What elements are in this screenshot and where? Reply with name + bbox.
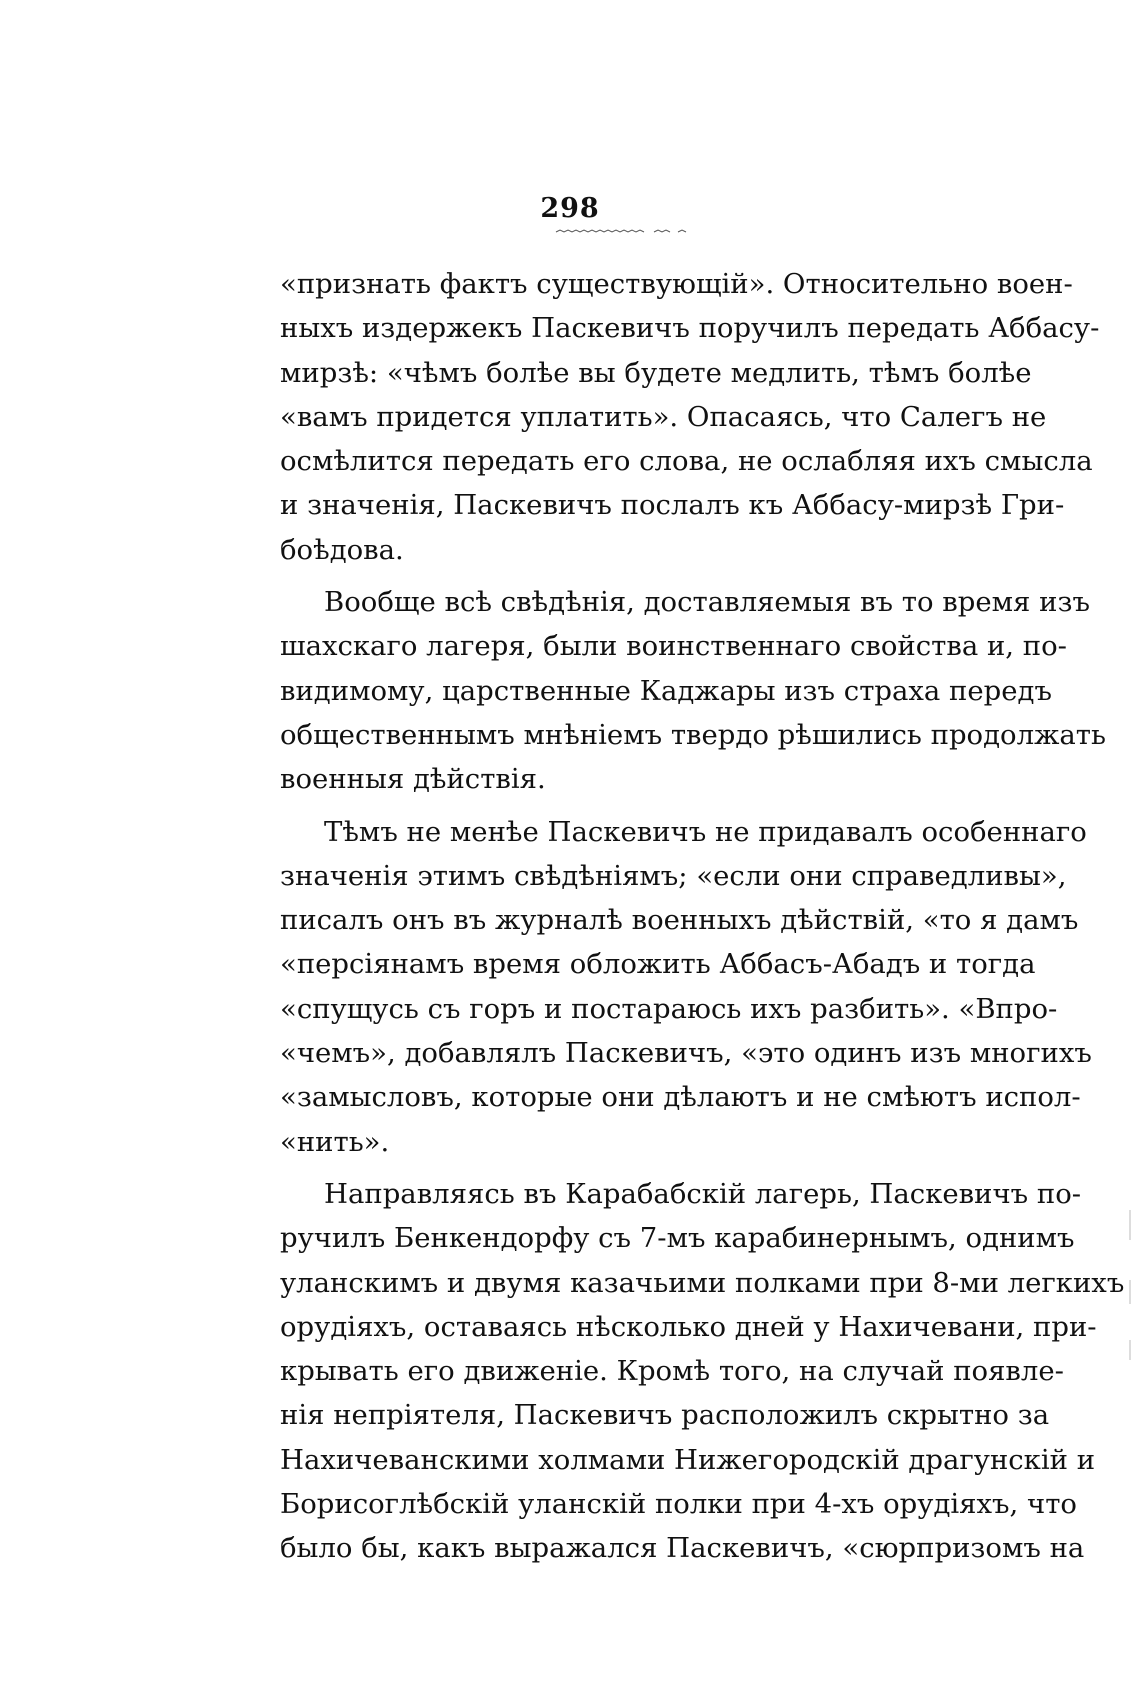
text-line: значенія этимъ свѣдѣніямъ; «если они справедливы», <box>280 859 1067 892</box>
paragraph-gap <box>280 802 988 810</box>
text-line: Борисоглѣбскій уланскій полки при 4-хъ орудіяхъ, что <box>280 1488 1077 1521</box>
body-text <box>280 262 1125 1571</box>
paragraph-2 <box>280 580 1106 801</box>
text-line: Вообще всѣ свѣдѣнія, доставляемыя въ то время изъ <box>324 586 1090 619</box>
paragraph-1 <box>280 262 1100 572</box>
text-line: ныхъ издержекъ Паскевичъ поручилъ передать Аббасу- <box>280 312 1100 345</box>
text-line: боѣдова. <box>280 533 404 566</box>
text-line: видимому, царственные Каджары изъ страха передъ <box>280 674 1052 707</box>
page-number-ornament <box>554 228 694 234</box>
text-line: общественнымъ мнѣніемъ твердо рѣшились продолжать <box>280 718 1106 751</box>
paragraph-3 <box>280 810 1092 1164</box>
text-line: военныя дѣйствія. <box>280 763 546 796</box>
text-line: осмѣлится передать его слова, не ослабляя ихъ смысла <box>280 445 1093 478</box>
text-line: «вамъ придется уплатить». Опасаясь, что Салегъ не <box>280 400 1047 433</box>
text-line: шахскаго лагеря, были воинственнаго свойства и, по- <box>280 630 1067 663</box>
paragraph-gap <box>280 1164 988 1172</box>
page-number: 298 <box>540 193 600 224</box>
text-line: мирзѣ: «чѣмъ болѣе вы будете медлить, тѣмъ болѣе <box>280 356 1032 389</box>
text-line: Тѣмъ не менѣе Паскевичъ не придавалъ особеннаго <box>324 815 1087 848</box>
paragraph-gap <box>280 572 988 580</box>
text-line: Нахичеванскими холмами Нижегородскій драгунскій и <box>280 1443 1096 1476</box>
text-line: крывать его движеніе. Кромѣ того, на случай появле- <box>280 1355 1064 1388</box>
text-line: «чемъ», добавлялъ Паскевичъ, «это одинъ изъ многихъ <box>280 1037 1092 1070</box>
text-line: нія непріятеля, Паскевичъ расположилъ скрытно за <box>280 1399 1050 1432</box>
text-line: «признать фактъ существующій». Относительно воен- <box>280 268 1073 300</box>
text-line: «замысловъ, которые они дѣлаютъ и не смѣютъ испол- <box>280 1081 1081 1114</box>
text-line: «спущусь съ горъ и постараюсь ихъ разбить». «Впро- <box>280 992 1058 1025</box>
text-line: писалъ онъ въ журналѣ военныхъ дѣйствій, «то я дамъ <box>280 904 1079 937</box>
text-line: Направляясь въ Карабабскій лагерь, Паскевичъ по- <box>324 1177 1082 1210</box>
text-line: «персіянамъ время обложить Аббасъ-Абадъ и тогда <box>280 948 1036 981</box>
scan-edge-marks <box>1128 1200 1132 1400</box>
text-line: ручилъ Бенкендорфу съ 7-мъ карабинернымъ, однимъ <box>280 1222 1075 1255</box>
text-line: «нить». <box>280 1125 390 1158</box>
text-line: орудіяхъ, оставаясь нѣсколько дней у Нахичевани, при- <box>280 1310 1097 1343</box>
text-line: и значенія, Паскевичъ послалъ къ Аббасу-мирзѣ Гри- <box>280 489 1065 522</box>
text-line: было бы, какъ выражался Паскевичъ, «сюрпризомъ на <box>280 1532 1085 1565</box>
text-line: уланскимъ и двумя казачьими полками при 8-ми легкихъ <box>280 1266 1125 1299</box>
paragraph-4 <box>280 1172 1125 1571</box>
